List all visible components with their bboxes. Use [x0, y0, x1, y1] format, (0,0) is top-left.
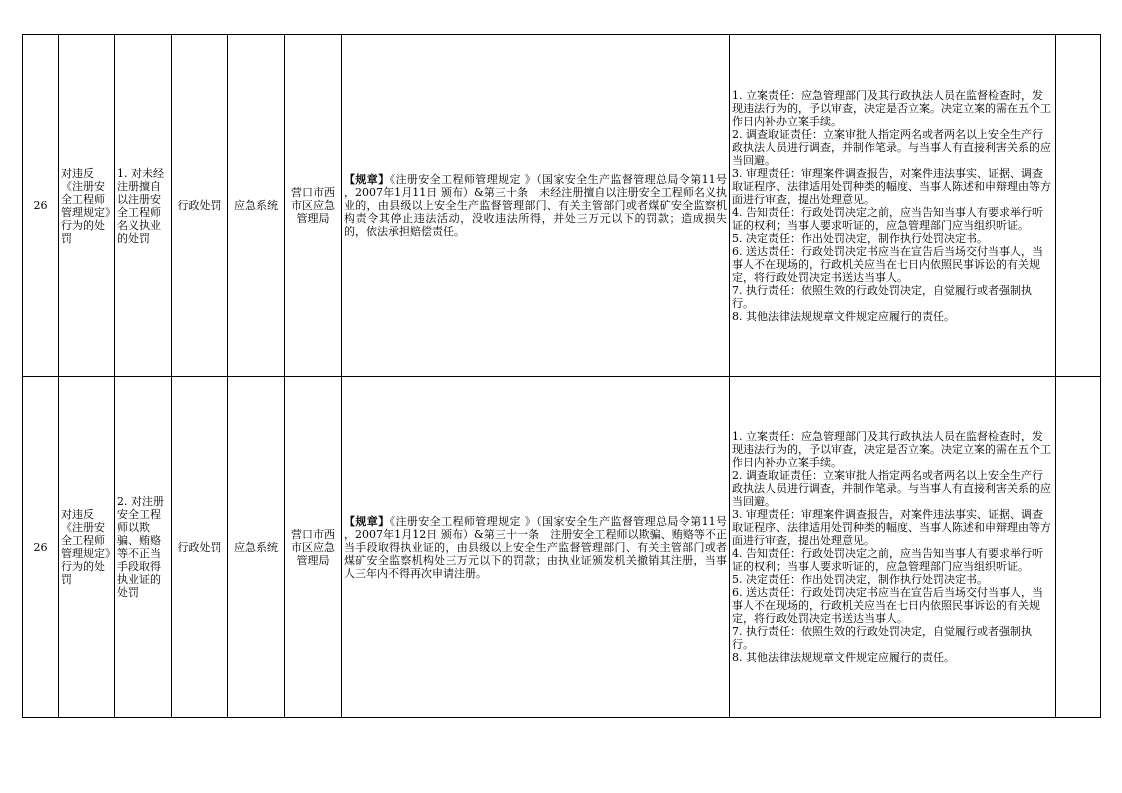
- sub-item-name: 1. 对未经注册擅自以注册安全工程师名义执业的处罚: [115, 35, 172, 377]
- department: 营口市西市区应急管理局: [285, 35, 342, 377]
- legal-basis: [342, 35, 730, 377]
- row-number: 26: [23, 377, 59, 718]
- remark-cell: [1056, 377, 1101, 718]
- sub-item-name: 2. 对注册安全工程师以欺骗、贿赂等不正当手段取得执业证的处罚: [115, 377, 172, 718]
- remark-cell: [1056, 35, 1101, 377]
- responsibilities: [730, 35, 1056, 377]
- table-row: [23, 35, 1101, 377]
- responsibility-item: 3. 审理责任：审理案件调查报告，对案件违法事实、证据、调查取证程序、法律适用处罚种类的幅度、当事人陈述和申辩理由等方面进行审查，提出处理意见。: [732, 166, 1051, 206]
- responsibility-item: 4. 告知责任：行政处罚决定之前，应当告知当事人有要求举行听证的权利；当事人要求听证的，应急管理部门应当组织听证。: [732, 205, 1043, 232]
- basis-text: 《注册安全工程师管理规定 》（国家安全生产监督管理总局令第11号 ，2007年1月11日 颁布）&第三十条 未经注册擅自以注册安全工程师名义执业的，由县级以上安全生产监督管理部门、有关主管部门或者煤矿安全监察机构责令其停止违法活动，没收违法所得，并处三万元以下的罚款；造成损失的，依法承担赔偿责任。: [344, 173, 727, 238]
- responsibility-item: 8. 其他法律法规规章文件规定应履行的责任。: [732, 309, 955, 323]
- responsibility-item: 5. 决定责任：作出处罚决定，制作执行处罚决定书。: [732, 573, 988, 586]
- row-number: 26: [23, 35, 59, 377]
- basis-tag: 【规章】: [344, 514, 390, 528]
- item-name: 对违反《注册安全工程师管理规定》行为的处罚: [59, 377, 115, 718]
- power-list-table: [22, 34, 1101, 718]
- responsibility-item: 1. 立案责任：应急管理部门及其行政执法人员在监督检查时，发现违法行为的，予以审查，决定是否立案。决定立案的需在五个工作日内补办立案手续。: [732, 88, 1051, 128]
- responsibility-item: 6. 送达责任：行政处罚决定书应当在宣告后当场交付当事人，当事人不在现场的，行政机关应当在七日内依照民事诉讼的有关规定，将行政处罚决定书送达当事人。: [732, 586, 1043, 625]
- system-name: 应急系统: [228, 35, 285, 377]
- item-name: 对违反《注册安全工程师管理规定》行为的处罚: [59, 35, 115, 377]
- responsibilities: [730, 377, 1056, 718]
- department: 营口市西市区应急管理局: [285, 377, 342, 718]
- responsibility-item: 7. 执行责任：依照生效的行政处罚决定，自觉履行或者强制执行。: [732, 283, 1032, 310]
- responsibility-item: 7. 执行责任：依照生效的行政处罚决定，自觉履行或者强制执行。: [732, 625, 1032, 651]
- responsibility-item: 5. 决定责任：作出处罚决定，制作执行处罚决定书。: [732, 231, 988, 245]
- legal-basis: [342, 377, 730, 718]
- responsibility-item: 8. 其他法律法规规章文件规定应履行的责任。: [732, 651, 955, 664]
- table-row: [23, 377, 1101, 718]
- basis-text: 《注册安全工程师管理规定 》（国家安全生产监督管理总局令第11号 ，2007年1月12日 颁布）&第三十一条 注册安全工程师以欺骗、贿赂等不正当手段取得执业证的，由县级以上安全生产监督管理部门、有关主管部门或者煤矿安全监察机构处三万元以下的罚款；由执业证颁发机关撤销其注册，当事人三年内不得再次申请注册。: [344, 514, 727, 580]
- responsibility-item: 1. 立案责任：应急管理部门及其行政执法人员在监督检查时，发现违法行为的，予以审查，决定是否立案。决定立案的需在五个工作日内补办立案手续。: [732, 430, 1051, 469]
- power-type: 行政处罚: [172, 377, 228, 718]
- responsibility-item: 4. 告知责任：行政处罚决定之前，应当告知当事人有要求举行听证的权利；当事人要求听证的，应急管理部门应当组织听证。: [732, 547, 1043, 573]
- responsibility-item: 6. 送达责任：行政处罚决定书应当在宣告后当场交付当事人，当事人不在现场的，行政机关应当在七日内依照民事诉讼的有关规定，将行政处罚决定书送达当事人。: [732, 244, 1043, 284]
- responsibility-item: 3. 审理责任：审理案件调查报告，对案件违法事实、证据、调查取证程序、法律适用处罚种类的幅度、当事人陈述和申辩理由等方面进行审查，提出处理意见。: [732, 508, 1051, 547]
- responsibility-item: 2. 调查取证责任：立案审批人指定两名或者两名以上安全生产行政执法人员进行调查，并制作笔录。与当事人有直接利害关系的应当回避。: [732, 469, 1051, 508]
- power-type: 行政处罚: [172, 35, 228, 377]
- system-name: 应急系统: [228, 377, 285, 718]
- basis-tag: 【规章】: [344, 173, 390, 186]
- responsibility-item: 2. 调查取证责任：立案审批人指定两名或者两名以上安全生产行政执法人员进行调查，并制作笔录。与当事人有直接利害关系的应当回避。: [732, 127, 1051, 167]
